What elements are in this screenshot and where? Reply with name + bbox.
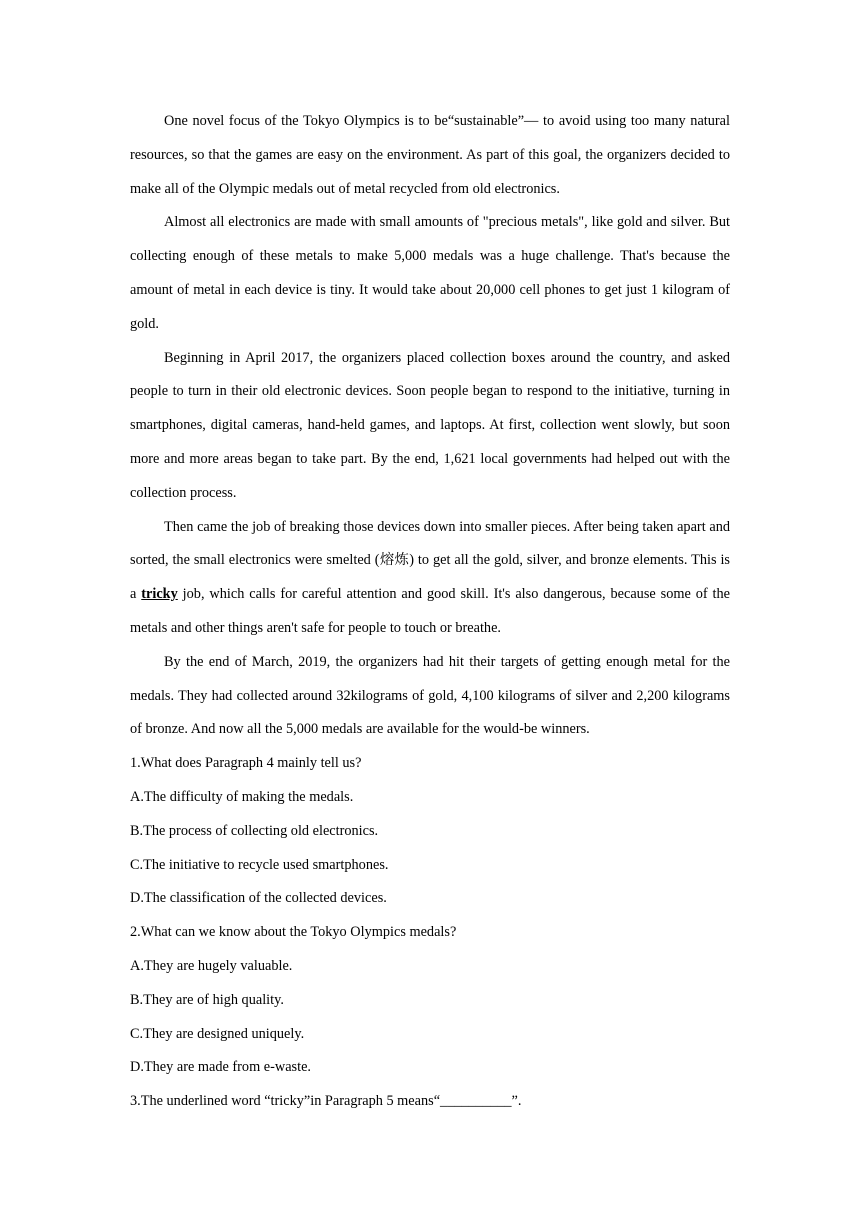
question-2-option-a: A.They are hugely valuable. [130, 957, 293, 974]
question-1-stem: 1.What does Paragraph 4 mainly tell us? [130, 755, 362, 772]
paragraph-4 [130, 511, 730, 646]
paragraph-4-before: Then came the job of breaking those devices down into smaller pieces. After being taken apart and sorted, the small electronics were smelted (熔炼) to get all the gold, silver, and bronze elements. This is a [130, 518, 730, 603]
question-2-option-d: D.They are made from e-waste. [130, 1059, 312, 1076]
paragraph-4-after: job, which calls for careful attention and good skill. It's also dangerous, because some of the metals and other things aren't safe for people to touch or breathe. [130, 586, 730, 636]
document-page [130, 105, 730, 1119]
paragraph-2: Almost all electronics are made with small amounts of "precious metals", like gold and silver. But collecting enough of these metals to make 5,000 medals was a huge challenge. That's because the amount of metal in each device is tiny. It would take about 20,000 cell phones to get just 1 kilogram of gold. [130, 214, 730, 332]
question-3-stem: 3.The underlined word “tricky”in Paragraph 5 means“__________”. [130, 1093, 522, 1110]
question-1-option-d: D.The classification of the collected devices. [130, 890, 387, 907]
paragraph-5: By the end of March, 2019, the organizers had hit their targets of getting enough metal for the medals. They had collected around 32kilograms of gold, 4,100 kilograms of silver and 2,200 kilograms of bronze. And now all the 5,000 medals are available for the would-be winners. [130, 653, 730, 738]
question-1-option-a: A.The difficulty of making the medals. [130, 788, 354, 805]
paragraph-1: One novel focus of the Tokyo Olympics is to be“sustainable”— to avoid using too many natural resources, so that the games are easy on the environment. As part of this goal, the organizers decided to make all of the Olympic medals out of metal recycled from old electronics. [130, 113, 730, 197]
question-2-stem: 2.What can we know about the Tokyo Olympics medals? [130, 924, 457, 941]
paragraph-3: Beginning in April 2017, the organizers placed collection boxes around the country, and asked people to turn in their old electronic devices. Soon people began to respond to the initiative, turning in smartphones, digital cameras, hand-held games, and laptops. At first, collection went slowly, but soon more and more areas began to take part. By the end, 1,621 local governments had helped out with the collection process. [130, 349, 730, 501]
question-2-option-c: C.They are designed uniquely. [130, 1025, 305, 1042]
question-1-option-c: C.The initiative to recycle used smartphones. [130, 856, 389, 873]
question-2-option-b: B.They are of high quality. [130, 991, 284, 1008]
underlined-word-tricky: tricky [141, 586, 178, 603]
question-1-option-b: B.The process of collecting old electronics. [130, 822, 379, 839]
